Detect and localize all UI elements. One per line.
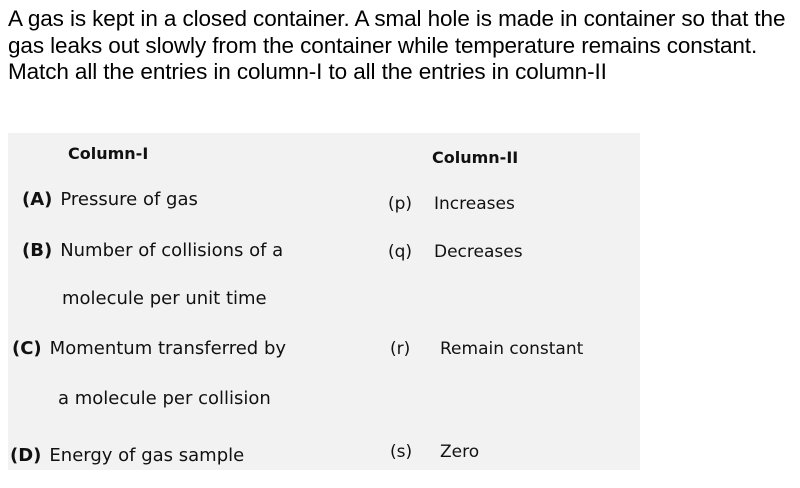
match-table-image <box>8 133 640 470</box>
column-2-item-r <box>390 339 583 359</box>
column-1-item-d <box>10 445 244 466</box>
column-1-item-b <box>22 240 283 261</box>
item-text: Momentum transferred by <box>49 338 287 359</box>
item-label: (C) <box>12 338 42 359</box>
option-text: Zero <box>440 442 480 462</box>
column-1-item-c <box>12 338 286 359</box>
option-key: (p) <box>388 194 413 214</box>
option-key: (q) <box>388 242 413 262</box>
option-key: (r) <box>390 339 411 359</box>
column-2-item-q <box>388 242 523 262</box>
item-text: Number of collisions of a <box>60 240 284 261</box>
option-text: Remain constant <box>440 339 584 359</box>
column-2-item-p <box>388 194 515 214</box>
option-key: (s) <box>390 442 413 462</box>
item-label: (B) <box>22 240 53 261</box>
column-2-item-s <box>390 442 479 462</box>
column-1-item-b-continued: molecule per unit time <box>62 288 267 309</box>
item-text: Energy of gas sample <box>49 445 245 466</box>
question-text: A gas is kept in a closed container. A smal hole is made in container so that the gas leaks out slowly from the container while temperature remains constant. Match all the entries in column-I to all the entries in column-II <box>8 6 786 84</box>
column-2-header: Column-II <box>432 148 519 167</box>
item-label: (D) <box>10 445 42 466</box>
item-label: (A) <box>22 189 53 210</box>
option-text: Increases <box>434 194 515 214</box>
item-text: Pressure of gas <box>60 189 198 210</box>
column-1-item-a <box>22 189 198 210</box>
column-1-header: Column-I <box>68 144 149 163</box>
option-text: Decreases <box>434 242 523 262</box>
column-1-item-c-continued: a molecule per collision <box>58 388 271 409</box>
